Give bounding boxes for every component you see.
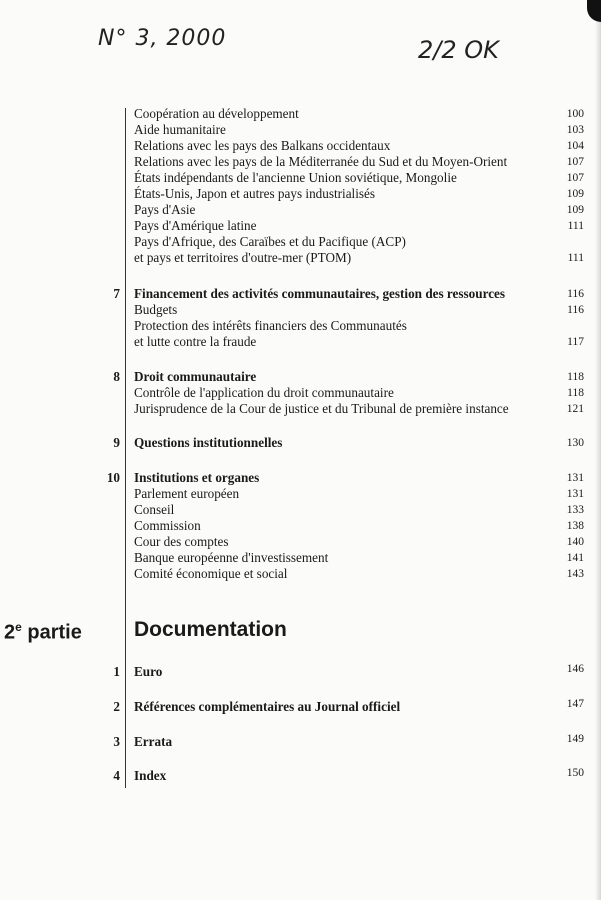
toc-section-heading: 2 Références complémentaires au Journal officiel 147 (113, 698, 584, 714)
toc-section-heading: 7 Financement des activités communautaires, gestion des ressources 116 (113, 286, 584, 301)
toc-entry: et lutte contre la fraude 117 (134, 334, 584, 349)
toc-entry: États indépendants de l'ancienne Union soviétique, Mongolie 107 (134, 170, 584, 185)
toc-entry: Commission 138 (134, 518, 584, 533)
toc-entry: Coopération au développement 100 (134, 106, 584, 121)
toc-entry: Budgets 116 (134, 302, 584, 317)
part-label: 2e partie (4, 620, 82, 644)
toc-entry: Cour des comptes 140 (134, 534, 584, 549)
toc-entry: Protection des intérêts financiers des Communautés (134, 318, 407, 333)
toc-entry: Banque européenne d'investissement 141 (134, 550, 584, 565)
handwritten-check-note: 2/2 OK (418, 36, 499, 64)
toc-entry: Relations avec les pays des Balkans occidentaux 104 (134, 138, 584, 153)
part-title: Documentation (134, 618, 287, 641)
toc-entry: Pays d'Asie 109 (134, 202, 584, 217)
toc-entry: Parlement européen 131 (134, 486, 584, 501)
toc-entry: Relations avec les pays de la Méditerranée du Sud et du Moyen-Orient 107 (134, 154, 584, 169)
toc-section-heading: 8 Droit communautaire 118 (113, 369, 584, 384)
toc-section-heading: 9 Questions institutionnelles 130 (113, 435, 584, 450)
toc-entry: et pays et territoires d'outre-mer (PTOM) 111 (134, 250, 584, 265)
toc-section-heading: 3 Errata 149 (113, 733, 584, 749)
toc-entry: Aide humanitaire 103 (134, 122, 584, 137)
toc-entry: Pays d'Amérique latine 111 (134, 218, 584, 233)
toc-entry: Pays d'Afrique, des Caraïbes et du Pacifique (ACP) (134, 234, 406, 249)
toc-entry: Comité économique et social 143 (134, 566, 584, 581)
toc-entry: Contrôle de l'application du droit communautaire 118 (134, 385, 584, 400)
toc-section-heading: 10 Institutions et organes 131 (106, 470, 584, 485)
toc-section-heading: 4 Index 150 (113, 767, 584, 783)
toc-entry: Jurisprudence de la Cour de justice et du Tribunal de première instance 121 (134, 401, 584, 416)
toc-entry: États-Unis, Japon et autres pays industrialisés 109 (134, 186, 584, 201)
page-corner-mark (587, 0, 601, 22)
handwritten-issue-note: N° 3, 2000 (98, 26, 227, 51)
toc-section-heading: 1 Euro 146 (113, 663, 584, 679)
toc-entry: Conseil 133 (134, 502, 584, 517)
